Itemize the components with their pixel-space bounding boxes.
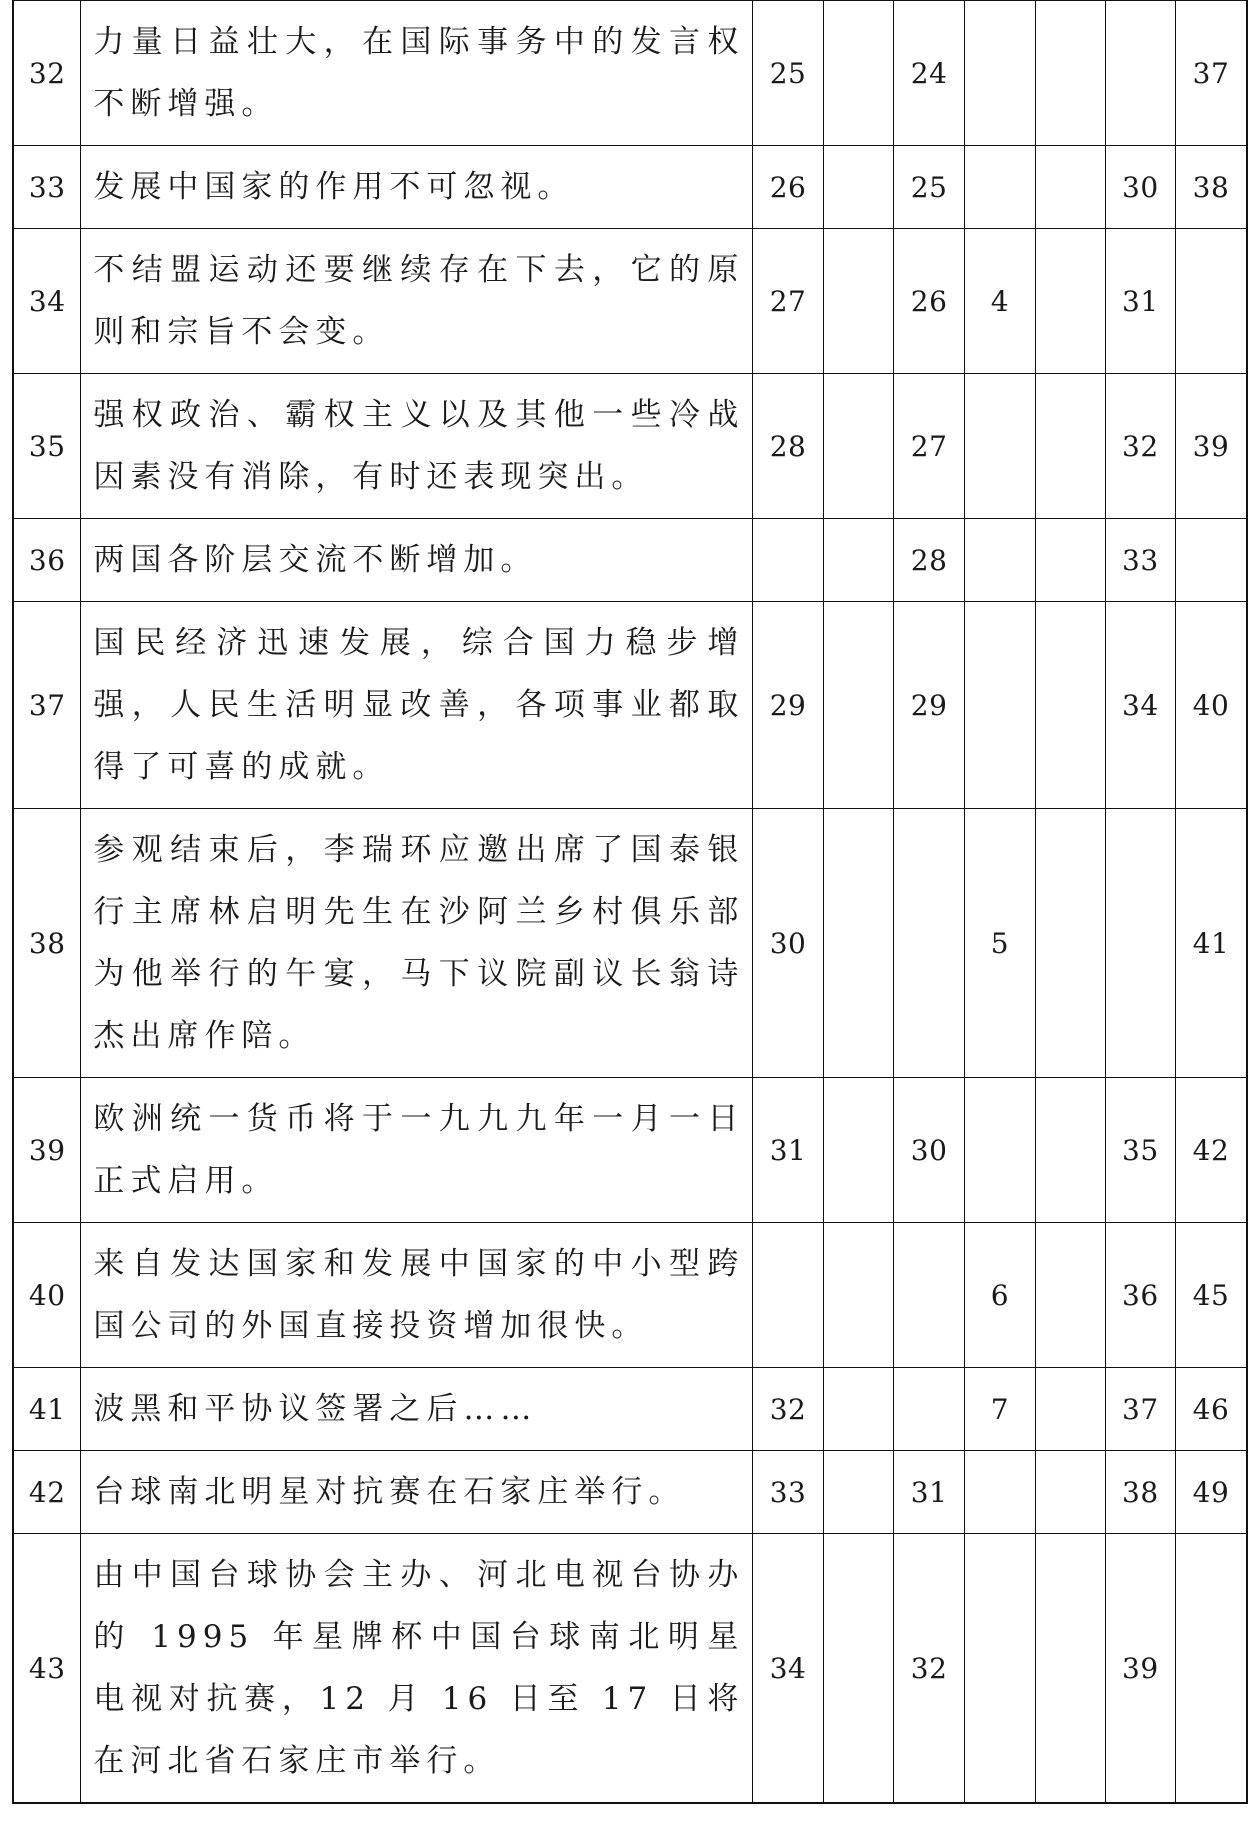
index-cell bbox=[753, 519, 823, 602]
sentence-text: 台球南北明星对抗赛在石家庄举行。 bbox=[81, 1451, 753, 1534]
index-cell: 34 bbox=[1105, 602, 1175, 809]
index-cell bbox=[1105, 1, 1175, 146]
row-number: 41 bbox=[13, 1368, 81, 1451]
row-number: 33 bbox=[13, 146, 81, 229]
index-cell: 37 bbox=[1175, 1, 1247, 146]
index-cell: 33 bbox=[1105, 519, 1175, 602]
index-cell: 46 bbox=[1175, 1368, 1247, 1451]
index-cell bbox=[823, 374, 893, 519]
row-number: 42 bbox=[13, 1451, 81, 1534]
row-number: 35 bbox=[13, 374, 81, 519]
table-row bbox=[13, 602, 1247, 809]
index-cell: 28 bbox=[893, 519, 964, 602]
document-page bbox=[12, 0, 1248, 1804]
index-cell: 32 bbox=[893, 1534, 964, 1804]
index-cell bbox=[965, 519, 1035, 602]
index-cell bbox=[965, 1534, 1035, 1804]
index-cell: 45 bbox=[1175, 1223, 1247, 1368]
index-cell: 27 bbox=[753, 229, 823, 374]
index-cell bbox=[753, 1223, 823, 1368]
index-cell: 42 bbox=[1175, 1078, 1247, 1223]
index-cell: 35 bbox=[1105, 1078, 1175, 1223]
index-cell bbox=[823, 1368, 893, 1451]
index-cell: 30 bbox=[1105, 146, 1175, 229]
index-cell: 27 bbox=[893, 374, 964, 519]
index-cell bbox=[823, 229, 893, 374]
index-cell bbox=[893, 809, 964, 1078]
index-cell: 29 bbox=[893, 602, 964, 809]
index-cell bbox=[823, 602, 893, 809]
index-cell: 29 bbox=[753, 602, 823, 809]
table-row bbox=[13, 1, 1247, 146]
index-cell bbox=[965, 602, 1035, 809]
index-cell: 7 bbox=[965, 1368, 1035, 1451]
sentence-text: 发展中国家的作用不可忽视。 bbox=[81, 146, 753, 229]
index-cell bbox=[1175, 1534, 1247, 1804]
index-cell: 31 bbox=[1105, 229, 1175, 374]
index-cell bbox=[1035, 1368, 1105, 1451]
index-cell: 32 bbox=[753, 1368, 823, 1451]
index-cell bbox=[965, 1078, 1035, 1223]
sentence-text: 来自发达国家和发展中国家的中小型跨国公司的外国直接投资增加很快。 bbox=[81, 1223, 753, 1368]
table-row bbox=[13, 1078, 1247, 1223]
table-row bbox=[13, 1368, 1247, 1451]
index-cell: 31 bbox=[753, 1078, 823, 1223]
index-cell bbox=[965, 374, 1035, 519]
row-number: 37 bbox=[13, 602, 81, 809]
index-cell: 39 bbox=[1105, 1534, 1175, 1804]
index-cell bbox=[823, 1534, 893, 1804]
row-number: 39 bbox=[13, 1078, 81, 1223]
index-cell bbox=[1035, 1534, 1105, 1804]
sentence-text: 参观结束后，李瑞环应邀出席了国泰银行主席林启明先生在沙阿兰乡村俱乐部为他举行的午宴，马下议院副议长翁诗杰出席作陪。 bbox=[81, 809, 753, 1078]
index-cell bbox=[823, 1451, 893, 1534]
sentence-text: 不结盟运动还要继续存在下去，它的原则和宗旨不会变。 bbox=[81, 229, 753, 374]
index-cell bbox=[1035, 1451, 1105, 1534]
index-cell bbox=[823, 146, 893, 229]
index-cell: 4 bbox=[965, 229, 1035, 374]
index-cell: 5 bbox=[965, 809, 1035, 1078]
index-cell bbox=[823, 809, 893, 1078]
index-cell bbox=[1035, 146, 1105, 229]
index-cell bbox=[893, 1368, 964, 1451]
index-cell: 49 bbox=[1175, 1451, 1247, 1534]
index-cell: 38 bbox=[1175, 146, 1247, 229]
index-cell bbox=[893, 1223, 964, 1368]
table-row bbox=[13, 229, 1247, 374]
index-cell bbox=[1175, 519, 1247, 602]
index-cell: 38 bbox=[1105, 1451, 1175, 1534]
table-row bbox=[13, 374, 1247, 519]
index-cell: 41 bbox=[1175, 809, 1247, 1078]
sentence-text: 国民经济迅速发展，综合国力稳步增强，人民生活明显改善，各项事业都取得了可喜的成就。 bbox=[81, 602, 753, 809]
index-cell: 25 bbox=[753, 1, 823, 146]
index-cell: 31 bbox=[893, 1451, 964, 1534]
index-cell: 36 bbox=[1105, 1223, 1175, 1368]
table-row bbox=[13, 1223, 1247, 1368]
table-row bbox=[13, 1534, 1247, 1804]
index-cell bbox=[823, 1, 893, 146]
index-cell: 26 bbox=[753, 146, 823, 229]
index-cell: 30 bbox=[753, 809, 823, 1078]
row-number: 34 bbox=[13, 229, 81, 374]
row-number: 40 bbox=[13, 1223, 81, 1368]
index-cell bbox=[823, 1223, 893, 1368]
index-cell bbox=[1105, 809, 1175, 1078]
index-cell bbox=[965, 1451, 1035, 1534]
index-cell bbox=[1035, 1223, 1105, 1368]
sentence-text: 欧洲统一货币将于一九九九年一月一日正式启用。 bbox=[81, 1078, 753, 1223]
index-cell: 37 bbox=[1105, 1368, 1175, 1451]
index-cell: 34 bbox=[753, 1534, 823, 1804]
index-cell bbox=[965, 146, 1035, 229]
table-body bbox=[13, 1, 1247, 1804]
index-cell bbox=[1175, 229, 1247, 374]
row-number: 43 bbox=[13, 1534, 81, 1804]
sentence-text: 力量日益壮大，在国际事务中的发言权不断增强。 bbox=[81, 1, 753, 146]
table-row bbox=[13, 809, 1247, 1078]
index-cell: 26 bbox=[893, 229, 964, 374]
sentence-text: 两国各阶层交流不断增加。 bbox=[81, 519, 753, 602]
row-number: 36 bbox=[13, 519, 81, 602]
index-cell: 28 bbox=[753, 374, 823, 519]
index-cell bbox=[823, 1078, 893, 1223]
index-cell bbox=[1035, 229, 1105, 374]
index-cell: 39 bbox=[1175, 374, 1247, 519]
index-cell: 6 bbox=[965, 1223, 1035, 1368]
index-cell: 30 bbox=[893, 1078, 964, 1223]
table-row bbox=[13, 519, 1247, 602]
index-cell: 33 bbox=[753, 1451, 823, 1534]
sentence-index-table bbox=[12, 0, 1248, 1804]
index-cell bbox=[823, 519, 893, 602]
index-cell: 32 bbox=[1105, 374, 1175, 519]
row-number: 32 bbox=[13, 1, 81, 146]
index-cell bbox=[1035, 374, 1105, 519]
index-cell: 25 bbox=[893, 146, 964, 229]
index-cell bbox=[1035, 1, 1105, 146]
sentence-text: 强权政治、霸权主义以及其他一些冷战因素没有消除，有时还表现突出。 bbox=[81, 374, 753, 519]
sentence-text: 波黑和平协议签署之后…… bbox=[81, 1368, 753, 1451]
index-cell bbox=[1035, 602, 1105, 809]
table-row bbox=[13, 1451, 1247, 1534]
index-cell bbox=[1035, 1078, 1105, 1223]
table-row bbox=[13, 146, 1247, 229]
row-number: 38 bbox=[13, 809, 81, 1078]
index-cell bbox=[1035, 519, 1105, 602]
index-cell: 40 bbox=[1175, 602, 1247, 809]
sentence-text: 由中国台球协会主办、河北电视台协办的 1995 年星牌杯中国台球南北明星电视对抗赛，12 月 16 日至 17 日将在河北省石家庄市举行。 bbox=[81, 1534, 753, 1804]
index-cell: 24 bbox=[893, 1, 964, 146]
index-cell bbox=[1035, 809, 1105, 1078]
index-cell bbox=[965, 1, 1035, 146]
